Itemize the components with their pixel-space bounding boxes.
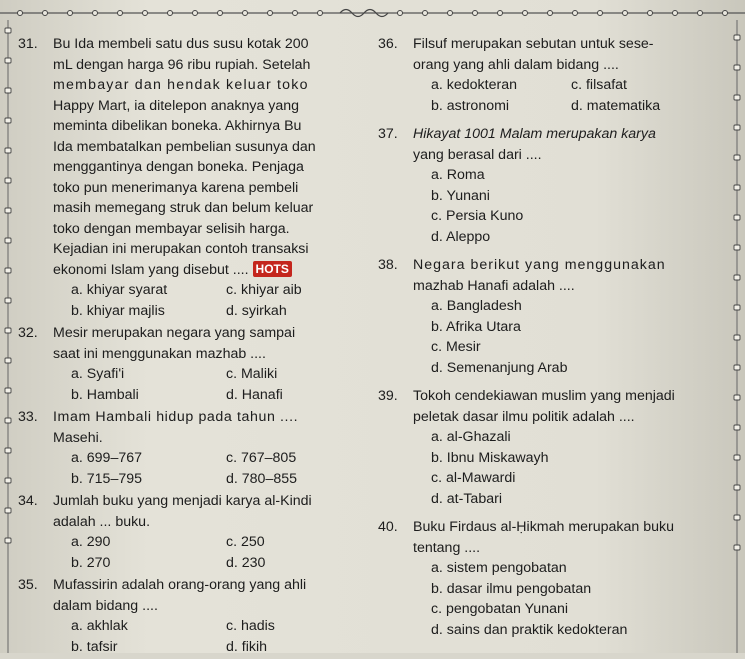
question-32 — [18, 323, 363, 405]
question-number: 34. — [18, 493, 38, 509]
spiral-binding-right — [729, 20, 745, 653]
question-text: Hikayat 1001 Malam merupakan karya yang berasal dari .... — [413, 126, 656, 163]
option-d[interactable]: d. 230 — [226, 554, 266, 571]
question-35 — [18, 575, 363, 657]
option-b[interactable]: b. Hambali — [71, 386, 139, 403]
option-b[interactable]: b. Ibnu Miskawayh — [431, 449, 549, 466]
option-c[interactable]: c. 767–805 — [226, 450, 297, 466]
question-37 — [378, 124, 718, 247]
option-d[interactable]: d. at-Tabari — [431, 490, 502, 507]
answer-options — [53, 280, 363, 321]
right-column — [378, 34, 718, 642]
option-a[interactable]: a. akhlak — [71, 618, 128, 634]
answer-options — [413, 558, 718, 640]
question-38 — [378, 255, 718, 378]
option-d[interactable]: d. 780–855 — [226, 470, 298, 487]
question-36 — [378, 34, 718, 116]
question-text: Jumlah buku yang menjadi karya al-Kindi adalah ... buku. — [53, 493, 312, 530]
question-number: 40. — [378, 519, 398, 535]
option-b[interactable]: b. 270 — [71, 554, 111, 571]
question-number: 36. — [378, 36, 398, 52]
question-40 — [378, 517, 718, 640]
option-c[interactable]: c. Maliki — [226, 366, 278, 382]
option-b[interactable]: b. astronomi — [431, 97, 510, 114]
answer-options — [53, 532, 363, 573]
question-text: Negara berikut yang menggunakan mazhab Hanafi adalah .... — [413, 257, 666, 294]
spiral-binding-left — [0, 20, 16, 653]
answer-options — [413, 296, 718, 378]
answer-options — [413, 75, 718, 116]
question-number: 31. — [18, 36, 38, 52]
question-number: 33. — [18, 409, 38, 425]
option-c[interactable]: c. Persia Kuno — [431, 208, 524, 224]
option-d[interactable]: d. Semenanjung Arab — [431, 359, 568, 376]
option-b[interactable]: b. dasar ilmu pengobatan — [431, 580, 592, 597]
option-a[interactable]: a. Bangladesh — [431, 298, 522, 314]
question-text: Bu Ida membeli satu dus susu kotak 200 mL dengan harga 96 ribu rupiah. Setelah membayar dan hendak keluar toko Happy Mart, ia ditelepon anaknya yang meminta dibelikan boneka. Akhirnya Bu Ida membatalkan pembelian susunya dan menggantinya dengan boneka. Penjaga toko pun menerimanya karena pembeli masih memegang struk dan belum keluar toko dengan membayar selisih harga. Kejadian ini merupakan contoh transaksi ekonomi Islam yang disebut .... HOTS — [53, 36, 316, 278]
option-a[interactable]: a. khiyar syarat — [71, 282, 168, 298]
question-text: Filsuf merupakan sebutan untuk sese- orang yang ahli dalam bidang .... — [413, 36, 654, 73]
hots-badge: HOTS — [253, 261, 292, 277]
option-b[interactable]: b. Afrika Utara — [431, 318, 521, 335]
option-d[interactable]: d. Aleppo — [431, 228, 491, 245]
option-a[interactable]: a. Syafi'i — [71, 366, 125, 382]
option-b[interactable]: b. 715–795 — [71, 470, 143, 487]
option-a[interactable]: a. kedokteran — [431, 77, 517, 93]
option-c[interactable]: c. pengobatan Yunani — [431, 601, 569, 617]
option-b[interactable]: b. Yunani — [431, 187, 490, 204]
option-a[interactable]: a. al-Ghazali — [431, 429, 511, 445]
option-d[interactable]: d. fikih — [226, 638, 268, 655]
option-a[interactable]: a. Roma — [431, 167, 485, 183]
option-b[interactable]: b. tafsir — [71, 638, 118, 655]
question-number: 37. — [378, 126, 398, 142]
answer-options — [53, 616, 363, 657]
answer-options — [53, 448, 363, 489]
option-c[interactable]: c. filsafat — [571, 77, 627, 93]
question-text: Mufassirin adalah orang-orang yang ahli dalam bidang .... — [53, 577, 307, 614]
question-text: Mesir merupakan negara yang sampai saat ini menggunakan mazhab .... — [53, 325, 296, 362]
option-a[interactable]: a. 699–767 — [71, 450, 143, 466]
option-c[interactable]: c. hadis — [226, 618, 275, 634]
question-31 — [18, 34, 363, 321]
option-a[interactable]: a. sistem pengobatan — [431, 560, 567, 576]
answer-options — [53, 364, 363, 405]
option-c[interactable]: c. al-Mawardi — [431, 470, 516, 486]
option-c[interactable]: c. Mesir — [431, 339, 481, 355]
answer-options — [413, 165, 718, 247]
question-text: Tokoh cendekiawan muslim yang menjadi peletak dasar ilmu politik adalah .... — [413, 388, 675, 425]
option-d[interactable]: d. syirkah — [226, 302, 287, 319]
option-c[interactable]: c. khiyar aib — [226, 282, 302, 298]
option-d[interactable]: d. matematika — [571, 97, 661, 114]
option-d[interactable]: d. sains dan praktik kedokteran — [431, 621, 628, 638]
spiral-binding-top — [0, 6, 745, 20]
question-text: Imam Hambali hidup pada tahun .... Masehi. — [53, 409, 299, 446]
option-b[interactable]: b. khiyar majlis — [71, 302, 165, 319]
question-39 — [378, 386, 718, 509]
answer-options — [413, 427, 718, 509]
question-number: 38. — [378, 257, 398, 273]
question-34 — [18, 491, 363, 573]
option-c[interactable]: c. 250 — [226, 534, 265, 550]
left-column — [18, 34, 363, 659]
question-33 — [18, 407, 363, 489]
question-number: 39. — [378, 388, 398, 404]
question-number: 35. — [18, 577, 38, 593]
question-text: Buku Firdaus al-Ḥikmah merupakan buku tentang .... — [413, 519, 675, 556]
option-a[interactable]: a. 290 — [71, 534, 111, 550]
option-d[interactable]: d. Hanafi — [226, 386, 283, 403]
question-number: 32. — [18, 325, 38, 341]
